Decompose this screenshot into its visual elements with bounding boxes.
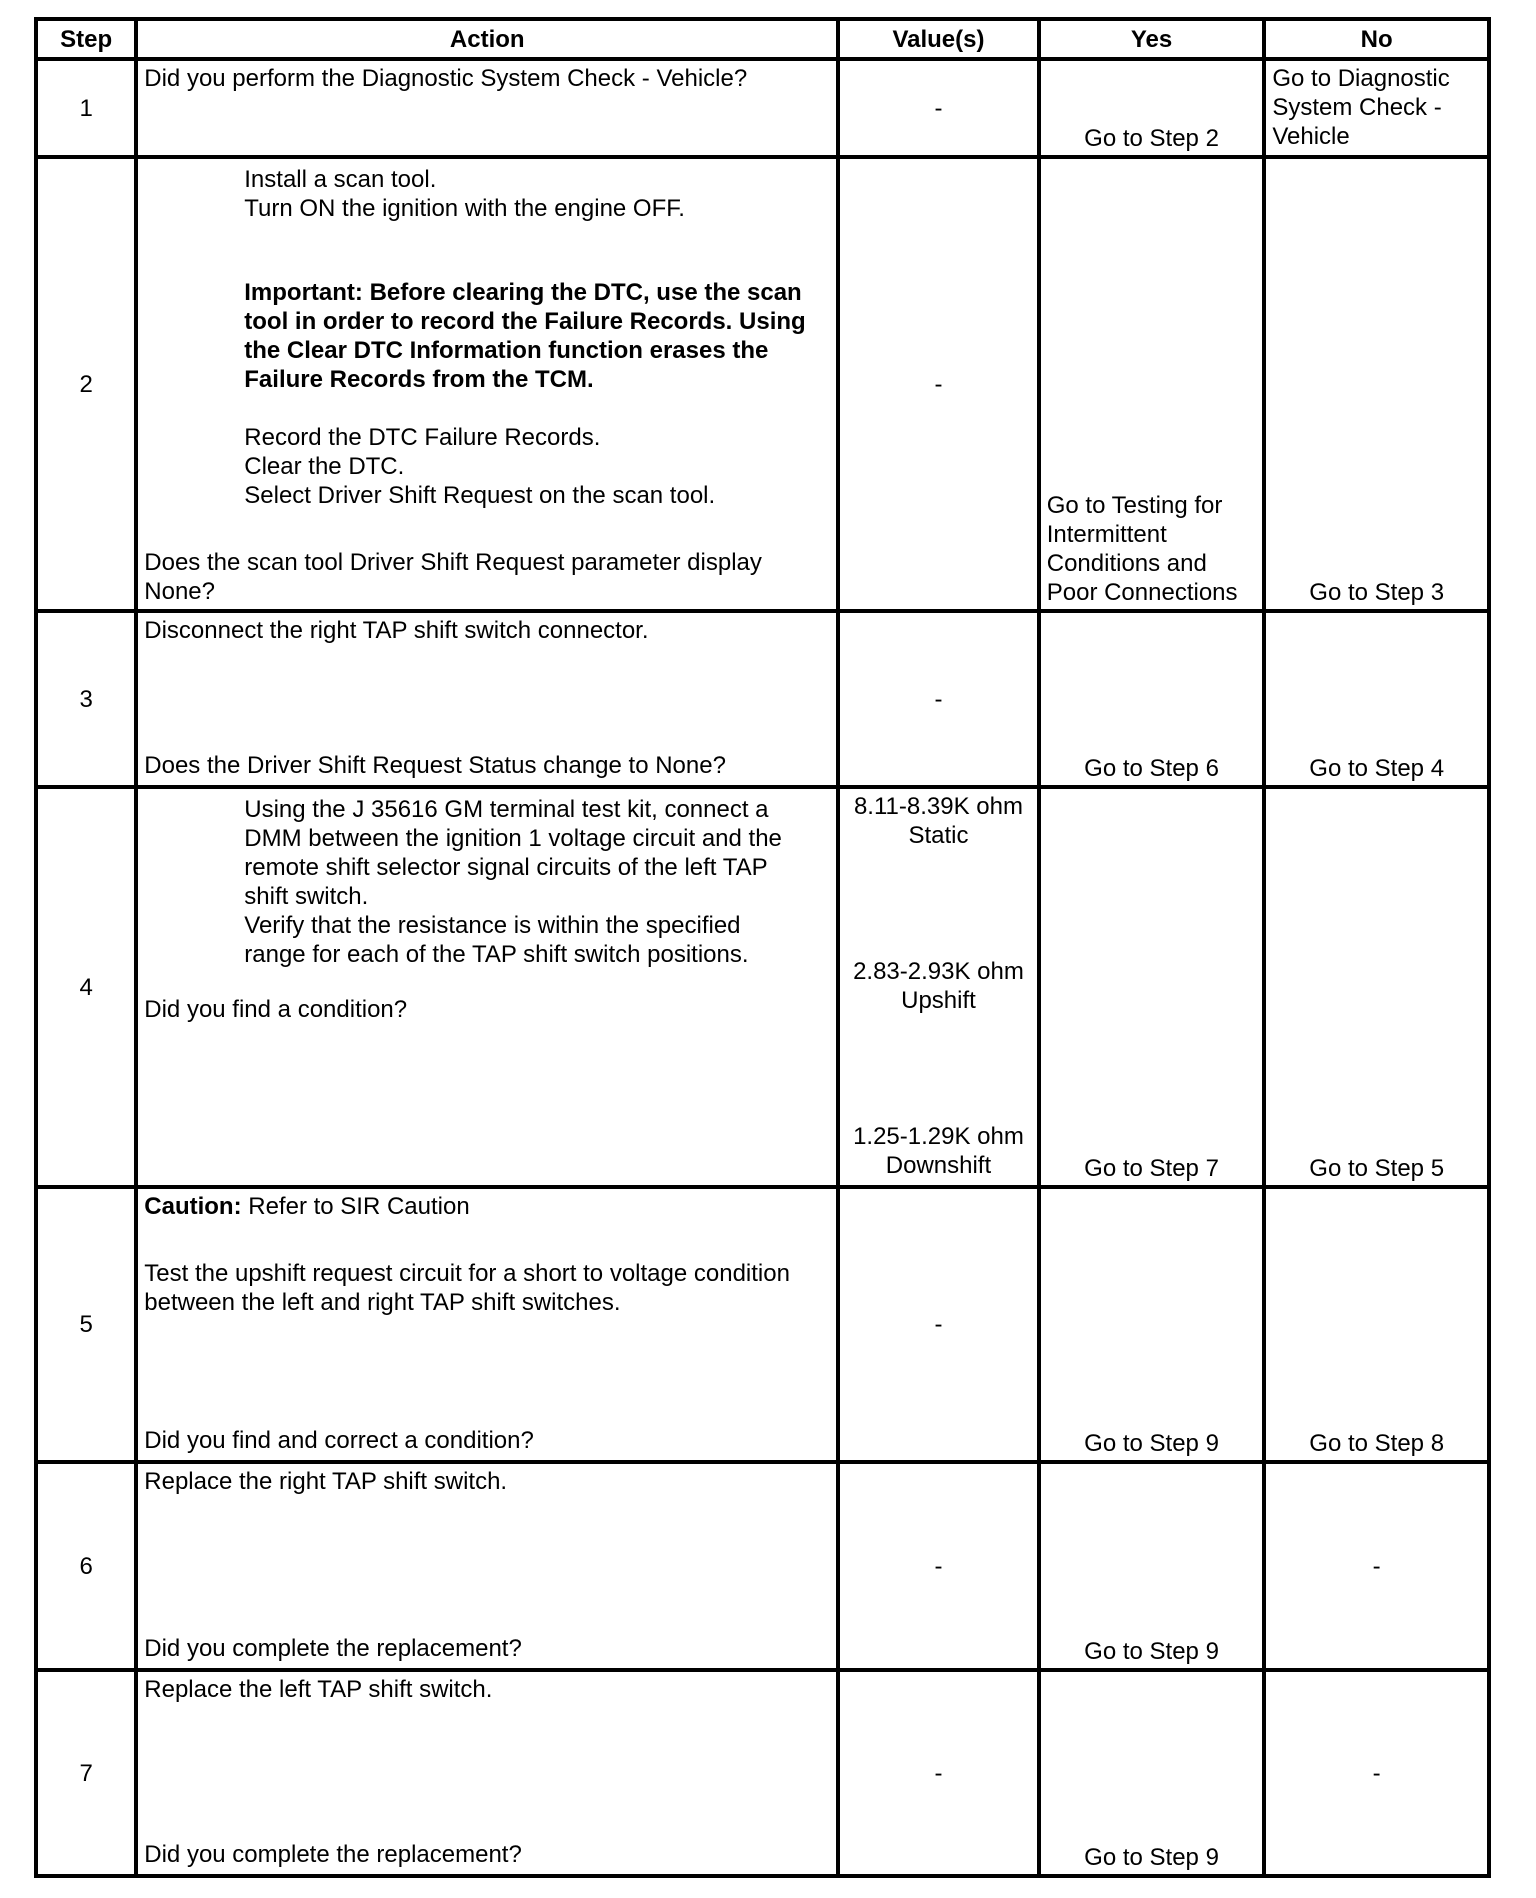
instruction-line: Disconnect the right TAP shift switch connector. (144, 617, 649, 644)
instruction-line: Replace the right TAP shift switch. (144, 1468, 508, 1495)
header-values: Value(s) (838, 19, 1039, 59)
yes-link[interactable]: Go to Testing for Intermittent Conditions and Poor Connections (1039, 157, 1265, 611)
table-row (36, 59, 1489, 157)
header-step: Step (36, 19, 136, 59)
no-cell: - (1264, 1670, 1489, 1876)
action-cell (136, 1670, 838, 1876)
no-link[interactable]: Go to Diagnostic System Check - Vehicle (1264, 59, 1489, 157)
action-question: Did you complete the replacement? (144, 1841, 522, 1868)
step-number: 7 (36, 1670, 136, 1876)
instruction-line: Replace the left TAP shift switch. (144, 1676, 493, 1703)
no-link[interactable]: Go to Step 4 (1264, 611, 1489, 787)
value-cell: - (838, 1187, 1039, 1462)
value-cell: - (838, 1462, 1039, 1670)
instruction-line: Using the J 35616 GM terminal test kit, connect a (244, 796, 769, 823)
value-range-upshift: 2.83-2.93K ohm Upshift (853, 958, 1024, 1014)
value-cell: - (838, 59, 1039, 157)
action-question: Does the Driver Shift Request Status change to None? (144, 752, 726, 779)
action-cell (136, 1462, 838, 1670)
action-question: Did you perform the Diagnostic System Check - Vehicle? (144, 65, 748, 92)
value-cell: - (838, 1670, 1039, 1876)
header-yes: Yes (1039, 19, 1265, 59)
value-cell: - (838, 157, 1039, 611)
diagnostic-table (34, 17, 1491, 1878)
step-number: 6 (36, 1462, 136, 1670)
yes-link[interactable]: Go to Step 2 (1039, 59, 1265, 157)
instruction-line: Verify that the resistance is within the specified (244, 912, 741, 939)
action-cell (136, 59, 838, 157)
instruction-line: Record the DTC Failure Records. (244, 424, 601, 451)
yes-link[interactable]: Go to Step 9 (1039, 1462, 1265, 1670)
header-action: Action (136, 19, 838, 59)
action-cell (136, 157, 838, 611)
value-range-downshift: 1.25-1.29K ohm Downshift (853, 1123, 1024, 1179)
caution-note: Caution: Refer to SIR Caution (144, 1193, 470, 1220)
no-link[interactable]: Go to Step 8 (1264, 1187, 1489, 1462)
table-row (36, 611, 1489, 787)
action-cell (136, 1187, 838, 1462)
step-number: 2 (36, 157, 136, 611)
value-range-static: 8.11-8.39K ohm Static (853, 793, 1023, 849)
table-row (36, 1670, 1489, 1876)
instruction-line: DMM between the ignition 1 voltage circuit and the (244, 825, 782, 852)
instruction-line: range for each of the TAP shift switch positions. (244, 941, 749, 968)
instruction: Test the upshift request circuit for a short to voltage condition between the left and right TAP shift switches. (144, 1260, 790, 1316)
instruction-line: remote shift selector signal circuits of the left TAP (244, 854, 768, 881)
action-cell (136, 787, 838, 1187)
table-row (36, 157, 1489, 611)
action-cell (136, 611, 838, 787)
yes-link[interactable]: Go to Step 9 (1039, 1187, 1265, 1462)
no-link[interactable]: Go to Step 5 (1264, 787, 1489, 1187)
step-number: 1 (36, 59, 136, 157)
no-cell: - (1264, 1462, 1489, 1670)
instruction-line: Turn ON the ignition with the engine OFF. (244, 195, 685, 222)
step-number: 3 (36, 611, 136, 787)
instruction-line: Clear the DTC. (244, 453, 405, 480)
table-row (36, 787, 1489, 1187)
value-cell (838, 787, 1039, 1187)
step-number: 4 (36, 787, 136, 1187)
action-question: Did you complete the replacement? (144, 1635, 522, 1662)
header-no: No (1264, 19, 1489, 59)
action-question: Did you find a condition? (144, 996, 408, 1023)
yes-link[interactable]: Go to Step 6 (1039, 611, 1265, 787)
value-cell: - (838, 611, 1039, 787)
step-number: 5 (36, 1187, 136, 1462)
instruction-line: shift switch. (244, 883, 369, 910)
instruction-line: Select Driver Shift Request on the scan tool. (244, 482, 716, 509)
important-note: Important: Before clearing the DTC, use the scan tool in order to record the Failure Records. Using the Clear DTC Information function erases the Failure Records from the TCM. (244, 279, 806, 393)
no-link[interactable]: Go to Step 3 (1264, 157, 1489, 611)
header-row (36, 19, 1489, 59)
action-question: Did you find and correct a condition? (144, 1427, 534, 1454)
instruction-line: Install a scan tool. (244, 166, 437, 193)
action-question: Does the scan tool Driver Shift Request parameter display None? (144, 549, 762, 605)
table-row (36, 1187, 1489, 1462)
yes-link[interactable]: Go to Step 9 (1039, 1670, 1265, 1876)
table-row (36, 1462, 1489, 1670)
yes-link[interactable]: Go to Step 7 (1039, 787, 1265, 1187)
